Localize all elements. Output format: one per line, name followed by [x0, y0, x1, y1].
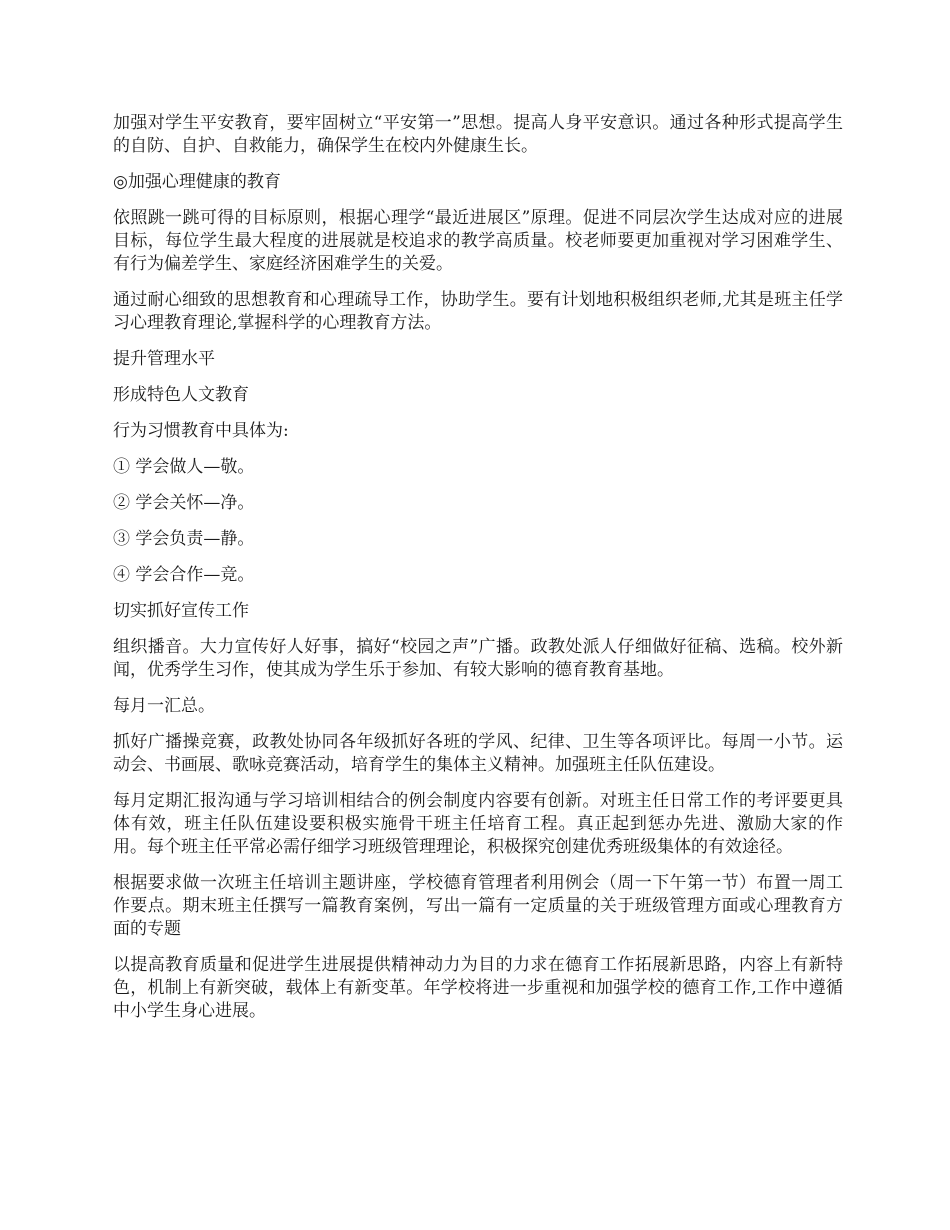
paragraph-conclusion: 以提高教育质量和促进学生进展提供精神动力为目的力求在德育工作拓展新思路，内容上有新特色，机制上有新突破，载体上有新变革。年学校将进一步重视和加强学校的德育工作,工作中遵循中小学生身心进展。	[113, 955, 843, 1021]
paragraph-safety-education: 加强对学生平安教育，要牢固树立“平安第一”思想。提高人身平安意识。通过各种形式提高学生的自防、自护、自救能力，确保学生在校内外健康生长。	[113, 113, 843, 156]
document-page	[113, 112, 843, 1036]
list-item-habit-1: ① 学会做人—敬。	[113, 457, 255, 477]
paragraph-monthly-meetings: 每月定期汇报沟通与学习培训相结合的例会制度内容要有创新。对班主任日常工作的考评要更具体有效，班主任队伍建设要积极实施骨干班主任培育工程。真正起到惩办先进、激励大家的作用。每个班主任平常必需仔细学习班级管理理论，积极探究创建优秀班级集体的有效途径。	[113, 791, 843, 857]
list-item-habit-4: ④ 学会合作—竞。	[113, 565, 255, 585]
paragraph-habits-intro: 行为习惯教育中具体为:	[113, 421, 289, 441]
heading-humanities-education: 形成特色人文教育	[113, 385, 249, 405]
paragraph-training-lectures: 根据要求做一次班主任培训主题讲座，学校德育管理者利用例会（周一下午第一节）布置一周工作要点。期末班主任撰写一篇教育案例，写出一篇有一定质量的关于班级管理方面或心理教育方面的专题	[113, 873, 843, 939]
heading-mental-health: ◎加强心理健康的教育	[113, 172, 281, 192]
paragraph-development-goals: 依照跳一跳可得的目标原则，根据心理学“最近进展区”原理。促进不同层次学生达成对应的进展目标，每位学生最大程度的进展就是校追求的教学高质量。校老师要更加重视对学习困难学生、有行为偏差学生、家庭经济困难学生的关爱。	[113, 208, 843, 274]
heading-management-level: 提升管理水平	[113, 349, 215, 369]
paragraph-counseling: 通过耐心细致的思想教育和心理疏导工作，协助学生。要有计划地积极组织老师,尤其是班主任学习心理教育理论,掌握科学的心理教育方法。	[113, 290, 843, 333]
heading-publicity: 切实抓好宣传工作	[113, 601, 249, 621]
list-item-habit-2: ② 学会关怀—净。	[113, 493, 255, 513]
paragraph-broadcasting: 组织播音。大力宣传好人好事，搞好“校园之声”广播。政教处派人仔细做好征稿、选稿。校外新闻，优秀学生习作，使其成为学生乐于参加、有较大影响的德育教育基地。	[113, 637, 843, 680]
paragraph-monthly-summary: 每月一汇总。	[113, 696, 215, 716]
list-item-habit-3: ③ 学会负责—静。	[113, 529, 255, 549]
paragraph-exercise-competition: 抓好广播操竞赛，政教处协同各年级抓好各班的学风、纪律、卫生等各项评比。每周一小节。运动会、书画展、歌咏竞赛活动，培育学生的集体主义精神。加强班主任队伍建设。	[113, 732, 843, 775]
